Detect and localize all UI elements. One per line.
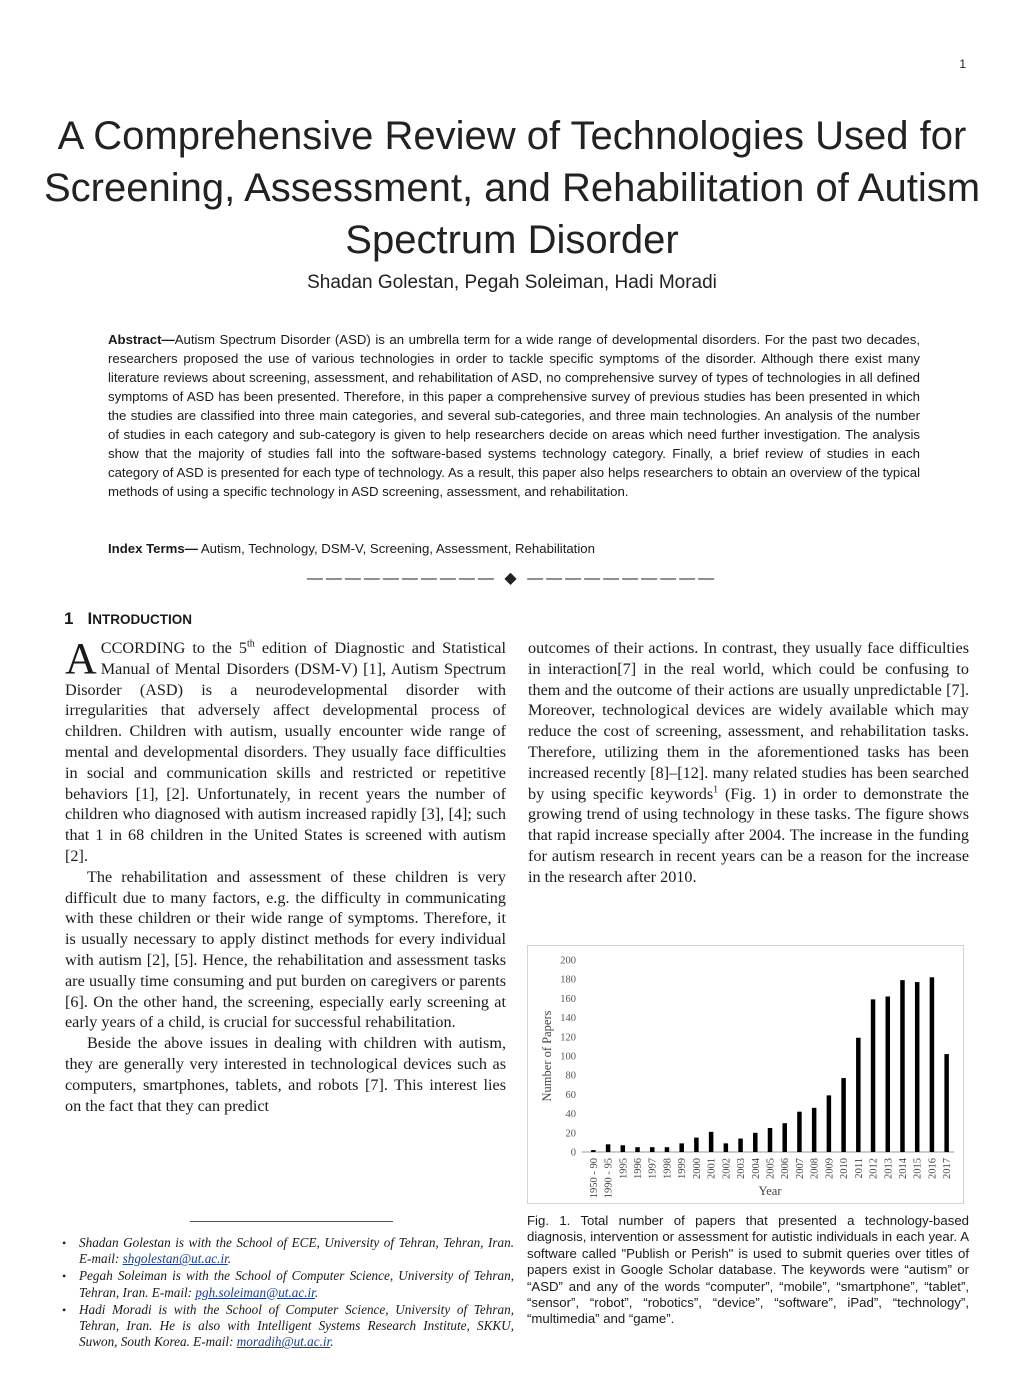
bar-1950-90 <box>591 1150 596 1152</box>
bar-chart <box>528 946 963 1203</box>
x-tick-label: 2004 <box>750 1158 762 1179</box>
x-tick-label: 2016 <box>927 1158 939 1179</box>
bullet-icon: • <box>62 1269 67 1284</box>
y-tick-label: 40 <box>565 1109 576 1121</box>
x-tick-label: 2014 <box>897 1158 909 1179</box>
y-tick-label: 180 <box>560 974 576 986</box>
x-tick-label: 2007 <box>794 1158 806 1179</box>
x-tick-label: 2003 <box>736 1158 748 1179</box>
footnote-item <box>62 1302 514 1351</box>
figure-caption <box>527 1213 969 1328</box>
bar-2001 <box>709 1132 714 1152</box>
bullet-icon: • <box>62 1236 67 1250</box>
y-tick-label: 140 <box>560 1013 576 1025</box>
x-axis-title: Year <box>758 1184 782 1198</box>
page-number: 1 <box>959 57 966 71</box>
footnote-rule <box>190 1221 393 1222</box>
x-tick-label: 2012 <box>868 1158 880 1179</box>
right-column <box>528 638 969 888</box>
x-tick-label: 2010 <box>839 1158 851 1179</box>
bar-1996 <box>635 1147 640 1152</box>
y-tick-label: 120 <box>560 1032 576 1044</box>
abstract <box>108 330 920 501</box>
bar-2017 <box>944 1054 949 1152</box>
x-tick-label: 2013 <box>883 1158 895 1179</box>
bar-1990-95 <box>606 1144 611 1152</box>
email-link[interactable]: shgolestan@ut.ac.ir <box>122 1251 228 1267</box>
bar-2011 <box>856 1038 861 1152</box>
index-terms-text: Autism, Technology, DSM-V, Screening, Assessment, Rehabilitation <box>197 541 595 556</box>
x-tick-label: 2002 <box>721 1158 733 1179</box>
x-tick-label: 2011 <box>853 1158 865 1179</box>
email-link[interactable]: moradih@ut.ac.ir <box>236 1334 331 1350</box>
footnote-item <box>62 1268 514 1300</box>
footnote-end: . <box>314 1284 319 1300</box>
x-tick-label: 2015 <box>912 1158 924 1179</box>
intro-paragraph-3: Beside the above issues in dealing with children with autism, they are generally very interested in technological devices such as computers, smartphones, tablets, and robots [7]. This interest lies on the fact that they can predict <box>65 1034 506 1115</box>
intro-paragraph-1 <box>65 634 506 867</box>
x-tick-label: 2006 <box>780 1158 792 1179</box>
y-tick-label: 60 <box>565 1089 576 1101</box>
index-terms-dash: — <box>184 541 198 556</box>
author-footnotes <box>62 1235 514 1351</box>
bar-2012 <box>871 999 876 1152</box>
x-tick-label: 1997 <box>647 1158 659 1179</box>
x-tick-label: 1995 <box>618 1158 630 1179</box>
footnote-end: . <box>330 1334 334 1350</box>
x-tick-label: 1950 - 90 <box>588 1158 600 1199</box>
section-title-rest: NTRODUCTION <box>92 612 192 627</box>
bar-2002 <box>724 1143 729 1152</box>
bar-2005 <box>768 1128 773 1152</box>
paper-title: A Comprehensive Review of Technologies Used for Screening, Assessment, and Rehabilitation of Autism Spectrum Disorder <box>43 114 981 262</box>
bullet-icon: • <box>62 1302 67 1317</box>
bar-2003 <box>738 1139 743 1152</box>
footnote-item <box>62 1235 514 1267</box>
intro-p4-start: outcomes of their actions. In contrast, they usually face difficulties in interaction[7] in the real world, which could be confusing to them and the outcome of their actions are usually unpredictable [7]. Moreover, technological devices are widely available which may reduce the cost of screening, assessment, and rehabilitation tasks. Therefore, utilizing them in the aforementioned tasks has been increased recently [8]–[12]. many related studies has been searched by using specific keywords <box>528 639 969 803</box>
y-tick-label: 0 <box>570 1147 576 1159</box>
section-title-initial: I <box>87 609 93 628</box>
x-tick-label: 2017 <box>942 1158 954 1179</box>
intro-paragraph-4 <box>528 638 969 888</box>
y-tick-label: 160 <box>560 993 576 1005</box>
y-tick-label: 20 <box>565 1128 576 1140</box>
authors: Shadan Golestan, Pegah Soleiman, Hadi Moradi <box>307 272 717 293</box>
footnote-text: Hadi Moradi is with the School of Computer Science, University of Tehran, Tehran, Iran. He is also with Intelligent Systems Research Institute, SKKU, Suwon, South Korea. E-mail: <box>79 1301 514 1350</box>
drop-cap: A <box>65 634 97 683</box>
x-tick-label: 1990 - 95 <box>603 1158 615 1199</box>
figure-1-chart <box>527 945 964 1204</box>
email-link[interactable]: pgh.soleiman@ut.ac.ir <box>195 1284 315 1300</box>
intro-p4-rest: (Fig. 1) in order to demonstrate the growing trend of using technology in these tasks. The figure shows that rapid increase specially after 2004. The increase in the funding for autism research in recent years can be a reason for the increase in the research after 2010. <box>528 784 969 886</box>
section-number: 1 <box>64 609 74 628</box>
bar-1997 <box>650 1147 655 1152</box>
bar-2006 <box>782 1123 787 1152</box>
intro-p1-start: CCORDING to the 5 <box>100 639 248 657</box>
intro-p1-sup: th <box>247 638 255 650</box>
abstract-dash: — <box>161 332 175 347</box>
abstract-text: Autism Spectrum Disorder (ASD) is an umbrella term for a wide range of developmental disorders. For the past two decades, researchers proposed the use of various technologies in order to tackle specific symptoms of the disorder. Although there exist many literature reviews about screening, assessment, and rehabilitation of ASD, no comprehensive survey of types of technologies in all defined symptoms of ASD has been presented. Therefore, in this paper a comprehensive survey of previous studies has been presented in which the studies are classified into three main categories, and several sub-categories, and three main technologies. An analysis of the number of studies in each category and sub-category is given to help researchers decide on areas which need further investigation. The analysis show that the majority of studies fall into the software-based systems technology category. Finally, a brief review of studies in each category of ASD is presented for each type of technology. As a result, this paper also helps researchers to obtain an overview of the typical methods of using a specific technology in ASD screening, assessment, and rehabilitation. <box>108 332 920 499</box>
x-tick-label: 1999 <box>677 1158 689 1179</box>
x-tick-label: 2000 <box>691 1158 703 1179</box>
caption-text: Total number of papers that presented a technology-based diagnosis, intervention or assessment for autistic individuals in each year. A software called "Publish or Perish" is used to submit queries over titles of papers exist in Google Scholar database. The keywords were “autism” or “ASD” and any of the words “computer”, “mobile”, “smartphone”, “tablet”, “sensor”, “robot”, “robotics”, “device”, “software”, iPad”, “technology”, “multimedia” and “game”. <box>527 1213 969 1327</box>
bar-2004 <box>753 1133 758 1152</box>
bar-2015 <box>915 982 920 1152</box>
footnote-end: . <box>227 1251 232 1267</box>
bar-2008 <box>812 1108 817 1152</box>
x-tick-label: 1996 <box>633 1158 645 1179</box>
bar-2010 <box>841 1078 846 1152</box>
footnote-marker: 1 <box>713 784 719 796</box>
caption-label: Fig. 1. <box>527 1213 571 1228</box>
y-tick-label: 100 <box>560 1051 576 1063</box>
x-tick-label: 2009 <box>824 1158 836 1179</box>
bar-1995 <box>621 1145 626 1152</box>
y-axis-title: Number of Papers <box>540 1010 554 1102</box>
bar-2007 <box>797 1112 802 1152</box>
bar-2014 <box>900 980 905 1152</box>
bar-2016 <box>930 977 935 1152</box>
bar-1999 <box>679 1143 684 1152</box>
footnote-text: Shadan Golestan is with the School of ECE, University of Tehran, Tehran, Iran. E-mail: <box>79 1235 514 1267</box>
index-terms-label: Index Terms <box>108 541 185 556</box>
footnote-text: Pegah Soleiman is with the School of Computer Science, University of Tehran, Tehran, Iran. E-mail: <box>79 1268 514 1300</box>
x-tick-label: 2008 <box>809 1158 821 1179</box>
x-tick-label: 1998 <box>662 1158 674 1179</box>
x-tick-label: 2005 <box>765 1158 777 1179</box>
bar-2009 <box>827 1095 832 1152</box>
intro-p1-rest: edition of Diagnostic and Statistical Manual of Mental Disorders (DSM-V) [1], Autism Spectrum Disorder (ASD) is a neurodevelopmental disorder with irregularities that adversely affect developmental process of children. Children with autism, usually encounter wide range of mental and developmental disorders. They usually face difficulties in social and communication skills and restricted or repetitive behaviors [1], [2]. Unfortunately, in recent years the number of children who diagnosed with autism increased rapidly [3], [4]; such that 1 in 68 children in the United States is screened with autism [2]. <box>65 639 506 865</box>
y-tick-label: 80 <box>565 1070 576 1082</box>
left-column <box>65 634 506 1116</box>
y-tick-label: 200 <box>560 955 576 967</box>
bar-2013 <box>886 996 891 1152</box>
section-divider: —————————— ◆ —————————— <box>306 570 718 587</box>
index-terms <box>108 541 920 556</box>
abstract-label: Abstract <box>108 332 162 347</box>
bar-2000 <box>694 1138 699 1152</box>
x-tick-label: 2001 <box>706 1158 718 1179</box>
section-heading <box>64 609 192 629</box>
intro-paragraph-2: The rehabilitation and assessment of these children is very difficult due to many factors, e.g. the difficulty in communicating with these children or their wide range of symptoms. Therefore, it is usually necessary to apply distinct methods for every individual with autism [2], [5]. Hence, the rehabilitation and assessment tasks are usually time consuming and put burden on caregivers or parents [6]. On the other hand, the screening, especially early screening at early years of a child, is crucial for successful rehabilitation. <box>65 867 506 1032</box>
bar-1998 <box>665 1147 670 1152</box>
